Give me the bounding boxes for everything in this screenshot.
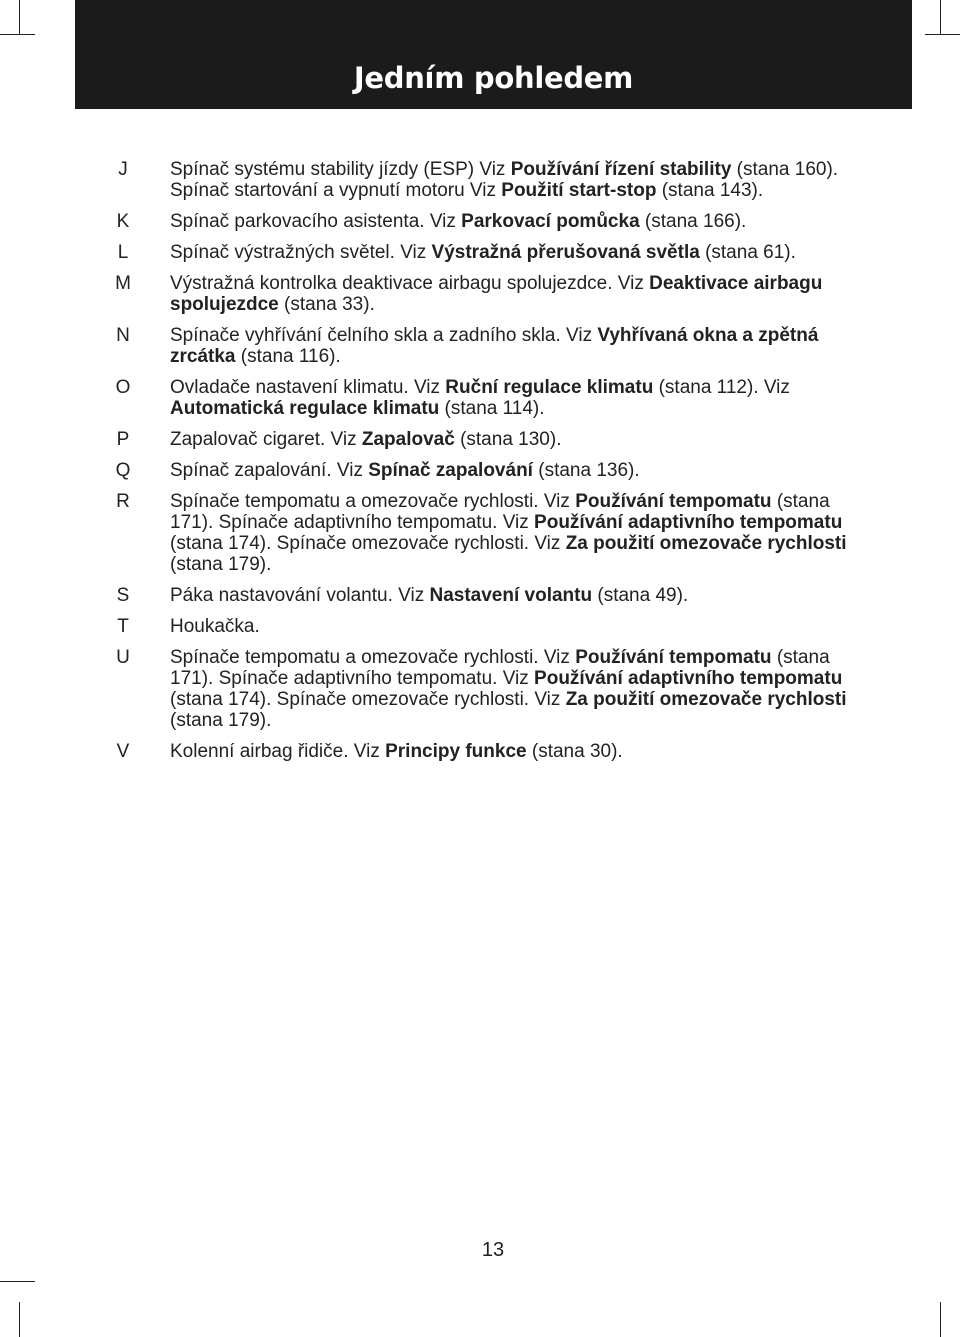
text-line [170,491,910,512]
cross-reference: zrcátka [170,346,236,367]
text-line [170,710,910,731]
text-segment: (stana 33). [278,294,375,315]
item-letter: U [116,647,130,668]
item-letter: V [116,741,130,762]
item-description [170,211,910,232]
text-line [170,741,910,762]
text-line [170,647,910,668]
list-item [0,325,960,367]
text-segment: Kolenní airbag řidiče. Viz [170,741,386,762]
item-description [170,325,910,367]
text-line [170,273,910,294]
text-line [170,585,910,606]
text-line [170,211,910,232]
item-letter: S [116,585,130,606]
item-description [170,491,910,575]
text-segment: 171). Spínače adaptivního tempomatu. Viz [170,668,535,689]
item-letter: N [116,325,130,346]
text-segment: (stana 166). [639,211,747,232]
text-segment: Spínač parkovacího asistenta. Viz [170,211,462,232]
item-letter: Q [115,460,131,481]
text-segment: Zapalovač cigaret. Viz [170,429,362,450]
text-line [170,377,910,398]
crop-mark [0,1281,35,1282]
cross-reference: spolujezdce [170,294,279,315]
text-segment: Spínač systému stability jízdy (ESP) Viz [170,159,511,180]
crop-mark [0,34,35,35]
crop-mark [19,0,20,35]
text-segment: (stana 112). Viz [653,377,790,398]
cross-reference: Principy funkce [385,741,527,762]
text-segment: Spínač startování a vypnutí motoru Viz [170,180,502,201]
cross-reference: Nastavení volantu [429,585,593,606]
cross-reference: Používání tempomatu [575,647,772,668]
text-segment: (stana 114). [439,398,545,419]
list-item [0,242,960,263]
crop-mark [940,1302,941,1337]
cross-reference: Automatická regulace klimatu [170,398,440,419]
text-segment: Výstražná kontrolka deaktivace airbagu spolujezdce. Viz [170,273,650,294]
text-segment: (stana 61). [699,242,796,263]
crop-mark [925,34,960,35]
list-item [0,159,960,201]
list-item [0,429,960,450]
text-segment: (stana 174). Spínače omezovače rychlosti. Viz [170,689,566,710]
item-letter: L [117,242,129,263]
cross-reference: Za použití omezovače rychlosti [565,689,847,710]
cross-reference: Deaktivace airbagu [649,273,823,294]
cross-reference: Používání adaptivního tempomatu [534,668,843,689]
cross-reference: Spínač zapalování [368,460,533,481]
text-line [170,325,910,346]
text-line [170,554,910,575]
text-line [170,460,910,481]
list-item [0,273,960,315]
item-description [170,460,910,481]
text-line [170,346,910,367]
text-line [170,180,910,201]
item-description [170,377,910,419]
item-letter: P [116,429,130,450]
text-line [170,512,910,533]
text-segment: (stana 174). Spínače omezovače rychlosti. Viz [170,533,566,554]
text-segment: Houkačka. [170,616,260,637]
text-segment: Spínač zapalování. Viz [170,460,369,481]
item-description [170,616,910,637]
text-segment: (stana 160). [731,159,839,180]
cross-reference: Používání adaptivního tempomatu [534,512,843,533]
crop-mark [940,0,941,35]
cross-reference: Použití start-stop [501,180,657,201]
crop-mark [19,1302,20,1337]
text-segment: (stana 30). [526,741,623,762]
item-letter: T [117,616,129,637]
header-bar [75,0,912,109]
cross-reference: Za použití omezovače rychlosti [565,533,847,554]
item-description [170,159,910,201]
text-segment: (stana 143). [656,180,764,201]
cross-reference: Parkovací pomůcka [461,211,640,232]
text-line [170,533,910,554]
page-number: 13 [481,1239,505,1261]
item-description [170,741,910,762]
list-item [0,585,960,606]
text-segment: Spínač výstražných světel. Viz [170,242,432,263]
text-line [170,616,910,637]
list-item [0,491,960,575]
item-letter: O [115,377,131,398]
cross-reference: Výstražná přerušovaná světla [431,242,700,263]
list-item [0,741,960,762]
item-description [170,242,910,263]
list-item [0,377,960,419]
text-segment: (stana [771,491,830,512]
item-description [170,273,910,315]
text-line [170,242,910,263]
cross-reference: Vyhřívaná okna a zpětná [597,325,819,346]
page-title: Jedním pohledem [353,61,634,95]
item-description [170,647,910,731]
item-letter: K [116,211,130,232]
text-line [170,429,910,450]
item-letter: R [116,491,130,512]
text-segment: Spínače vyhřívání čelního skla a zadního skla. Viz [170,325,598,346]
list-item [0,616,960,637]
item-letter: M [115,273,131,294]
list-item [0,211,960,232]
text-segment: (stana [771,647,830,668]
text-segment: Spínače tempomatu a omezovače rychlosti. Viz [170,491,576,512]
text-segment: (stana 49). [592,585,689,606]
list-item [0,647,960,731]
text-segment: (stana 179). [170,554,272,575]
item-description [170,585,910,606]
text-segment: (stana 136). [532,460,640,481]
cross-reference: Ruční regulace klimatu [445,377,654,398]
text-line [170,294,910,315]
text-line [170,398,910,419]
text-segment: Ovladače nastavení klimatu. Viz [170,377,446,398]
text-segment: Páka nastavování volantu. Viz [170,585,430,606]
text-segment: 171). Spínače adaptivního tempomatu. Viz [170,512,535,533]
text-line [170,668,910,689]
item-description [170,429,910,450]
text-segment: Spínače tempomatu a omezovače rychlosti. Viz [170,647,576,668]
text-line [170,159,910,180]
cross-reference: Používání tempomatu [575,491,772,512]
cross-reference: Zapalovač [361,429,455,450]
text-line [170,689,910,710]
list-item [0,460,960,481]
text-segment: (stana 130). [454,429,562,450]
text-segment: (stana 179). [170,710,272,731]
item-letter: J [118,159,128,180]
text-segment: (stana 116). [235,346,341,367]
cross-reference: Používání řízení stability [510,159,732,180]
